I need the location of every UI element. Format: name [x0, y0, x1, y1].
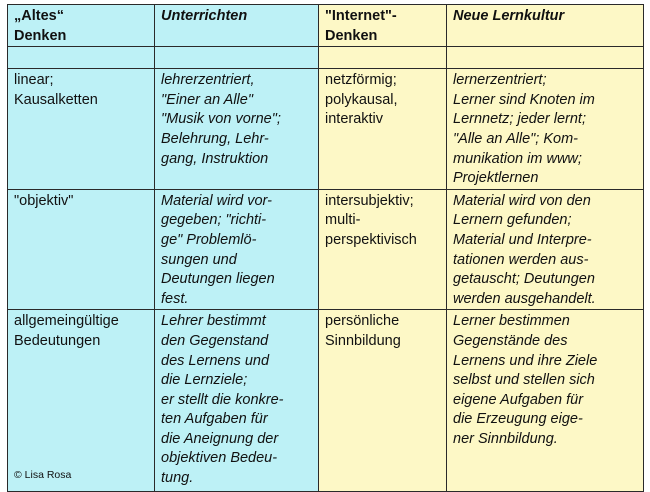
- header-neue-lernkultur: Neue Lernkultur: [447, 5, 644, 47]
- copyright-notice: © Lisa Rosa: [14, 469, 72, 481]
- table-header-row: [8, 5, 644, 47]
- cell-altes-denken: allgemeingültige Bedeutungen: [8, 310, 155, 492]
- cell-internet-denken: netzförmig; polykausal, interaktiv: [319, 69, 447, 190]
- cell-neue-lernkultur: lernerzentriert; Lerner sind Knoten im Lernnetz; jeder lernt; "Alle an Alle"; Kom- munikation im www; Projektlernen: [447, 69, 644, 190]
- spacer-cell: [155, 47, 319, 69]
- spacer-cell: [447, 47, 644, 69]
- header-altes-denken: „Altes“ Denken: [8, 5, 155, 47]
- cell-neue-lernkultur: Lerner bestimmen Gegenstände des Lernens und ihre Ziele selbst und stellen sich eigene Aufgaben für die Erzeugung eige- ner Sinnbildung.: [447, 310, 644, 492]
- table-row: [8, 310, 644, 492]
- header-internet-denken: "Internet"- Denken: [319, 5, 447, 47]
- cell-neue-lernkultur: Material wird von den Lernern gefunden; Material und Interpre- tationen werden aus- getauscht; Deutungen werden ausgehandelt.: [447, 189, 644, 310]
- cell-unterrichten: lehrerzentriert, "Einer an Alle" "Musik von vorne"; Belehrung, Lehr- gang, Instruktion: [155, 69, 319, 190]
- cell-altes-denken: linear; Kausalketten: [8, 69, 155, 190]
- cell-altes-denken: "objektiv": [8, 189, 155, 310]
- table-row: [8, 189, 644, 310]
- header-unterrichten: Unterrichten: [155, 5, 319, 47]
- spacer-cell: [8, 47, 155, 69]
- spacer-row: [8, 47, 644, 69]
- cell-internet-denken: intersubjektiv; multi- perspektivisch: [319, 189, 447, 310]
- cell-internet-denken: persönliche Sinnbildung: [319, 310, 447, 492]
- comparison-table-wrapper: [7, 4, 643, 488]
- spacer-cell: [319, 47, 447, 69]
- cell-unterrichten: Lehrer bestimmt den Gegenstand des Lernens und die Lernziele; er stellt die konkre- ten Aufgaben für die Aneignung der objektiven Bedeu- tung.: [155, 310, 319, 492]
- table-row: [8, 69, 644, 190]
- cell-unterrichten: Material wird vor- gegeben; "richti- ge" Problemlö- sungen und Deutungen liegen fest.: [155, 189, 319, 310]
- comparison-table: [7, 4, 644, 492]
